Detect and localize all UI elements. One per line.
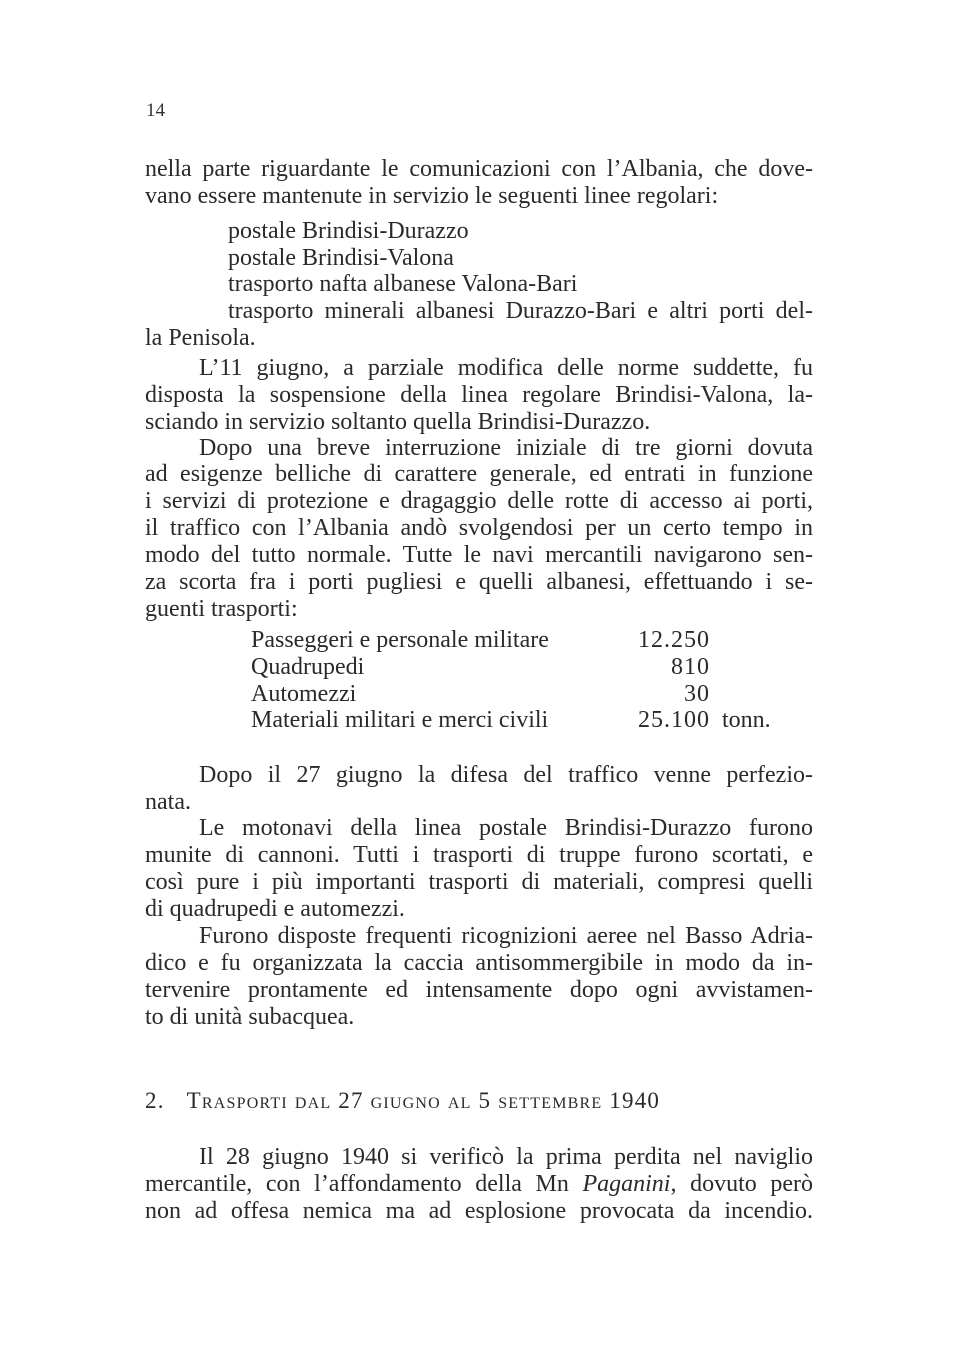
paragraph-line: così pure i più importanti trasporti di materiali, compresi quelli — [145, 869, 813, 895]
paragraph-line: ad esigenze belliche di carattere generale, ed entrati in funzione — [145, 461, 813, 487]
paragraph-line: L’11 giugno, a parziale modifica delle norme suddette, fu — [199, 355, 813, 381]
paragraph-line: sciando in servizio soltanto quella Brindisi-Durazzo. — [145, 409, 651, 435]
paragraph-line: Dopo il 27 giugno la difesa del traffico venne perfezio- — [199, 762, 813, 788]
table-cell-value: 12.250 — [638, 627, 710, 653]
paragraph-line: di quadrupedi e automezzi. — [145, 896, 405, 922]
paragraph-line: il traffico con l’Albania andò svolgendosi per un certo tempo in — [145, 515, 813, 541]
paragraph-line: nata. — [145, 789, 191, 815]
paragraph-line: Dopo una breve interruzione iniziale di tre giorni dovuta — [199, 435, 813, 461]
paragraph-line: guenti trasporti: — [145, 596, 298, 622]
table-cell-value: 30 — [684, 681, 710, 707]
paragraph-line: non ad offesa nemica ma ad esplosione provocata da incendio. — [145, 1198, 813, 1224]
text-run: mercantile, con l’affondamento della Mn — [145, 1171, 583, 1197]
paragraph-line — [145, 1171, 813, 1198]
table-cell-value: 810 — [671, 654, 710, 680]
table-cell-label: Quadrupedi — [251, 654, 365, 680]
paragraph-line: disposta la sospensione della linea regolare Brindisi-Valona, la- — [145, 382, 813, 408]
list-tail: la Penisola. — [145, 325, 256, 351]
table-cell-label: Materiali militari e merci civili — [251, 707, 549, 733]
table-cell-value: 25.100 — [638, 707, 710, 733]
text-run: , dovuto però — [670, 1171, 813, 1197]
section-number: 2. — [145, 1088, 165, 1113]
paragraph-line: tervenire prontamente ed intensamente dopo ogni avvistamen- — [145, 977, 813, 1003]
paragraph-line: Le motonavi della linea postale Brindisi-Durazzo furono — [199, 815, 813, 841]
table-cell-label: Passeggeri e personale militare — [251, 627, 549, 653]
paragraph-line: i servizi di protezione e dragaggio delle rotte di accesso ai porti, — [145, 488, 813, 514]
list-item: postale Brindisi-Durazzo — [228, 218, 469, 244]
list-item: postale Brindisi-Valona — [228, 245, 454, 271]
list-item: trasporto nafta albanese Valona-Bari — [228, 271, 578, 297]
table-cell-label: Automezzi — [251, 681, 357, 707]
table-cell-unit: tonn. — [722, 707, 771, 733]
paragraph-line: Furono disposte frequenti ricognizioni aeree nel Basso Adria- — [199, 923, 813, 949]
ship-name: Paganini — [582, 1171, 671, 1197]
paragraph-line: za scorta fra i porti pugliesi e quelli albanesi, effettuando i se- — [145, 569, 813, 595]
paragraph-line: Il 28 giugno 1940 si verificò la prima perdita nel naviglio — [199, 1144, 813, 1170]
page-number: 14 — [146, 100, 165, 121]
paragraph-line: to di unità subacquea. — [145, 1004, 355, 1030]
intro-line-2: vano essere mantenute in servizio le seguenti linee regolari: — [145, 183, 719, 209]
intro-line-1: nella parte riguardante le comunicazioni con l’Albania, che dove- — [145, 156, 813, 182]
section-title: Trasporti dal 27 giugno al 5 settembre 1940 — [186, 1088, 661, 1113]
section-heading — [145, 1087, 660, 1114]
paragraph-line: dico e fu organizzata la caccia antisommergibile in modo da in- — [145, 950, 813, 976]
paragraph-line: modo del tutto normale. Tutte le navi mercantili navigarono sen- — [145, 542, 813, 568]
list-item: trasporto minerali albanesi Durazzo-Bari e altri porti del- — [228, 298, 813, 324]
paragraph-line: munite di cannoni. Tutti i trasporti di truppe furono scortati, e — [145, 842, 813, 868]
